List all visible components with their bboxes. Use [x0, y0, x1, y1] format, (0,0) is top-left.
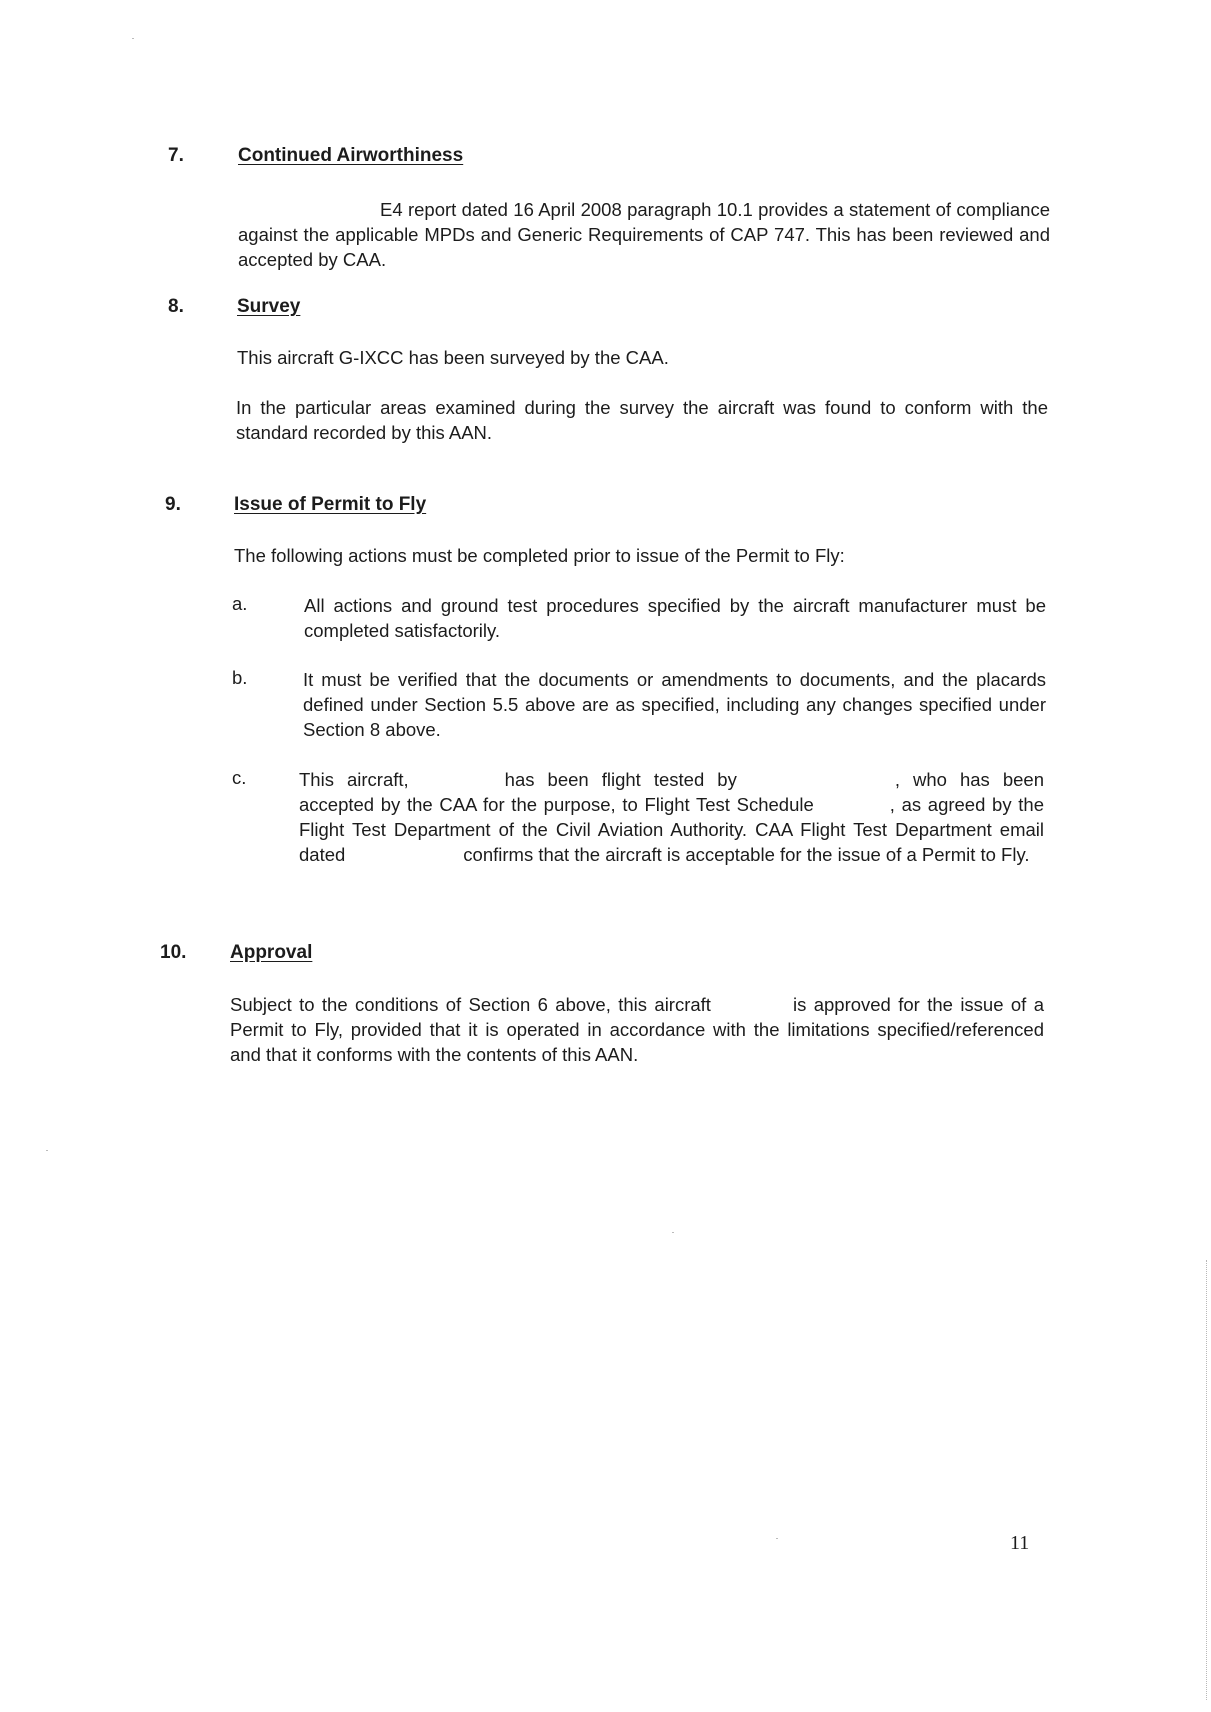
section-10-paragraph [230, 992, 1044, 1067]
item-c-text-part-4: , as agreed by the Flight Test Department of the Civil Aviation Authority. CAA Flight Test Department email dated [299, 794, 1044, 865]
scan-speck [672, 1232, 674, 1233]
section-9-intro: The following actions must be completed prior to issue of the Permit to Fly: [234, 545, 845, 566]
page-number: 11 [1010, 1532, 1030, 1554]
section-9-title: Issue of Permit to Fly [234, 494, 427, 515]
item-c-text [299, 767, 1044, 867]
section-10-text-part-2: is approved for the issue of a Permit to Fly, provided that it is operated in accordance with the limitations specified/referenced and that it conforms with the contents of this AAN. [230, 994, 1044, 1065]
scan-edge-artifact [1206, 1260, 1209, 1700]
section-10-text-part-1: Subject to the conditions of Section 6 above, this aircraft [230, 994, 711, 1015]
section-8-title: Survey [237, 296, 301, 317]
scan-speck [46, 1150, 48, 1151]
item-b-text: It must be verified that the documents or amendments to documents, and the placards defined under Section 5.5 above are as specified, including any changes specified under Section 8 above. [303, 669, 1046, 740]
section-7-title: Continued Airworthiness [238, 145, 464, 166]
item-c-text-part-2: has been flight tested by [504, 769, 737, 790]
item-a-text: All actions and ground test procedures specified by the aircraft manufacturer must be completed satisfactorily. [304, 595, 1046, 641]
item-c-text-part-1: This aircraft, [299, 769, 409, 790]
item-c-text-part-3: , who has been accepted by the CAA for the purpose, to Flight Test Schedule [299, 769, 1044, 815]
item-c-text-part-5: confirms that the aircraft is acceptable for the issue of a Permit to Fly. [463, 844, 1030, 865]
scan-speck [776, 1538, 778, 1539]
section-8-paragraph-2: In the particular areas examined during the survey the aircraft was found to conform with the standard recorded by this AAN. [236, 397, 1048, 443]
section-7-number: 7. [168, 145, 184, 166]
scan-speck [132, 38, 134, 39]
section-10-title: Approval [230, 942, 313, 963]
section-7-text-rest: compliance against the applicable MPDs and Generic Requirements of CAP 747. This has been reviewed and accepted by CAA. [238, 199, 1050, 270]
section-9-number: 9. [165, 494, 181, 515]
item-b-letter: b. [232, 667, 248, 688]
section-8-number: 8. [168, 296, 184, 317]
section-10-number: 10. [160, 942, 187, 963]
section-7-paragraph [238, 197, 1050, 272]
item-c-letter: c. [232, 767, 247, 788]
section-8-paragraph-1: This aircraft G-IXCC has been surveyed by the CAA. [237, 347, 669, 368]
item-a-letter: a. [232, 593, 248, 614]
section-7-text-line-1: E4 report dated 16 April 2008 paragraph 10.1 provides a statement of [380, 199, 952, 220]
